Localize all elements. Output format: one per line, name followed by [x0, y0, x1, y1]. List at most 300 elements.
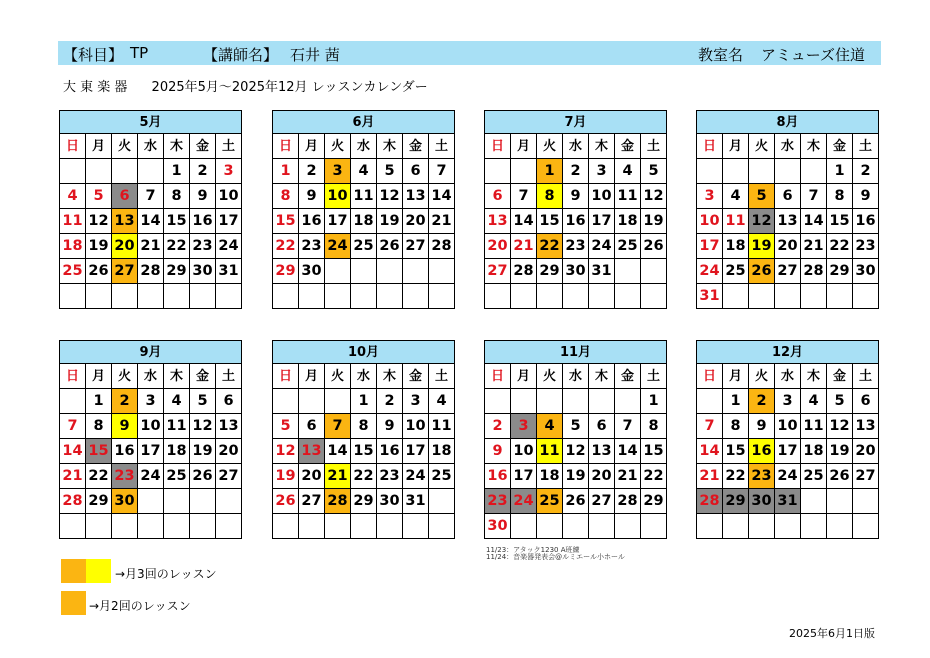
- day-cell: 13: [299, 439, 325, 464]
- day-cell: 6: [589, 414, 615, 439]
- weekday-header: 金: [403, 134, 429, 159]
- day-cell: 17: [697, 234, 723, 259]
- day-cell: 19: [827, 439, 853, 464]
- day-cell: 26: [86, 259, 112, 284]
- day-cell: 18: [615, 209, 641, 234]
- day-cell: 12: [86, 209, 112, 234]
- empty-cell: [615, 514, 641, 539]
- day-cell: 22: [827, 234, 853, 259]
- day-cell: 14: [511, 209, 537, 234]
- weekday-header: 日: [697, 134, 723, 159]
- day-cell: 8: [164, 184, 190, 209]
- empty-cell: [138, 489, 164, 514]
- empty-cell: [60, 389, 86, 414]
- day-cell: 7: [429, 159, 455, 184]
- day-cell: 17: [403, 439, 429, 464]
- day-cell: 20: [112, 234, 138, 259]
- calendar-title: 2025年5月～2025年12月 レッスンカレンダー: [151, 80, 428, 95]
- day-cell: 16: [299, 209, 325, 234]
- day-cell: 30: [377, 489, 403, 514]
- weekday-header: 火: [325, 364, 351, 389]
- weekday-header: 木: [377, 364, 403, 389]
- day-cell: 15: [273, 209, 299, 234]
- day-cell: 7: [511, 184, 537, 209]
- month-calendar: [484, 110, 667, 309]
- day-cell: 20: [299, 464, 325, 489]
- weekday-header: 水: [775, 134, 801, 159]
- empty-cell: [429, 284, 455, 309]
- day-cell: 11: [351, 184, 377, 209]
- day-cell: 5: [273, 414, 299, 439]
- month-calendar: [272, 110, 455, 309]
- empty-cell: [86, 514, 112, 539]
- empty-cell: [775, 284, 801, 309]
- day-cell: 17: [138, 439, 164, 464]
- day-cell: 19: [190, 439, 216, 464]
- day-cell: 6: [299, 414, 325, 439]
- day-cell: 1: [164, 159, 190, 184]
- empty-cell: [853, 489, 879, 514]
- empty-cell: [615, 284, 641, 309]
- day-cell: 4: [351, 159, 377, 184]
- day-cell: 28: [615, 489, 641, 514]
- day-cell: 4: [801, 389, 827, 414]
- day-cell: 6: [403, 159, 429, 184]
- day-cell: 6: [485, 184, 511, 209]
- day-cell: 31: [403, 489, 429, 514]
- day-cell: 12: [563, 439, 589, 464]
- empty-cell: [112, 284, 138, 309]
- day-cell: 21: [697, 464, 723, 489]
- empty-cell: [273, 389, 299, 414]
- day-cell: 19: [377, 209, 403, 234]
- empty-cell: [190, 489, 216, 514]
- weekday-header: 土: [216, 364, 242, 389]
- weekday-header: 月: [511, 364, 537, 389]
- day-cell: 4: [723, 184, 749, 209]
- day-cell: 21: [615, 464, 641, 489]
- day-cell: 30: [563, 259, 589, 284]
- day-cell: 24: [325, 234, 351, 259]
- weekday-header: 水: [351, 364, 377, 389]
- day-cell: 10: [138, 414, 164, 439]
- weekday-header: 日: [60, 364, 86, 389]
- day-cell: 19: [641, 209, 667, 234]
- day-cell: 30: [749, 489, 775, 514]
- day-cell: 29: [723, 489, 749, 514]
- day-cell: 29: [351, 489, 377, 514]
- empty-cell: [429, 489, 455, 514]
- weekday-header: 日: [273, 364, 299, 389]
- legend-swatch-orange-2: [61, 591, 86, 615]
- day-cell: 14: [429, 184, 455, 209]
- day-cell: 17: [589, 209, 615, 234]
- weekday-header: 水: [563, 364, 589, 389]
- day-cell: 24: [589, 234, 615, 259]
- weekday-header: 月: [299, 134, 325, 159]
- day-cell: 31: [775, 489, 801, 514]
- day-cell: 29: [537, 259, 563, 284]
- empty-cell: [325, 514, 351, 539]
- weekday-header: 火: [749, 134, 775, 159]
- empty-cell: [112, 514, 138, 539]
- day-cell: 10: [325, 184, 351, 209]
- day-cell: 7: [615, 414, 641, 439]
- day-cell: 5: [749, 184, 775, 209]
- empty-cell: [216, 489, 242, 514]
- day-cell: 11: [164, 414, 190, 439]
- day-cell: 4: [537, 414, 563, 439]
- day-cell: 18: [801, 439, 827, 464]
- day-cell: 27: [485, 259, 511, 284]
- empty-cell: [403, 284, 429, 309]
- empty-cell: [86, 159, 112, 184]
- room-name: アミューズ住道: [761, 46, 865, 64]
- note-2: 11/24：音楽器発表会@ルミエール小ホール: [486, 553, 625, 561]
- day-cell: 17: [325, 209, 351, 234]
- day-cell: 3: [589, 159, 615, 184]
- day-cell: 19: [86, 234, 112, 259]
- weekday-header: 土: [216, 134, 242, 159]
- day-cell: 10: [403, 414, 429, 439]
- day-cell: 1: [641, 389, 667, 414]
- day-cell: 18: [60, 234, 86, 259]
- day-cell: 16: [190, 209, 216, 234]
- header-bar: [58, 41, 881, 65]
- empty-cell: [351, 259, 377, 284]
- empty-cell: [216, 284, 242, 309]
- empty-cell: [749, 514, 775, 539]
- note-1: 11/23：アタック1230 A班練: [486, 546, 580, 554]
- day-cell: 25: [537, 489, 563, 514]
- day-cell: 6: [853, 389, 879, 414]
- empty-cell: [60, 159, 86, 184]
- day-cell: 26: [377, 234, 403, 259]
- day-cell: 25: [351, 234, 377, 259]
- empty-cell: [273, 514, 299, 539]
- day-cell: 11: [801, 414, 827, 439]
- day-cell: 3: [138, 389, 164, 414]
- empty-cell: [723, 284, 749, 309]
- weekday-header: 木: [164, 364, 190, 389]
- teacher-name: 石井 茜: [290, 46, 340, 64]
- month-calendar: [696, 110, 879, 309]
- day-cell: 27: [403, 234, 429, 259]
- day-cell: 2: [299, 159, 325, 184]
- day-cell: 8: [723, 414, 749, 439]
- day-cell: 12: [749, 209, 775, 234]
- day-cell: 11: [615, 184, 641, 209]
- day-cell: 27: [853, 464, 879, 489]
- weekday-header: 日: [485, 134, 511, 159]
- day-cell: 22: [537, 234, 563, 259]
- weekday-header: 金: [615, 364, 641, 389]
- empty-cell: [511, 389, 537, 414]
- day-cell: 13: [775, 209, 801, 234]
- day-cell: 28: [697, 489, 723, 514]
- day-cell: 26: [190, 464, 216, 489]
- day-cell: 1: [86, 389, 112, 414]
- empty-cell: [563, 389, 589, 414]
- empty-cell: [749, 284, 775, 309]
- day-cell: 4: [60, 184, 86, 209]
- day-cell: 23: [299, 234, 325, 259]
- empty-cell: [138, 284, 164, 309]
- day-cell: 26: [749, 259, 775, 284]
- empty-cell: [377, 259, 403, 284]
- day-cell: 10: [216, 184, 242, 209]
- day-cell: 20: [775, 234, 801, 259]
- day-cell: 26: [827, 464, 853, 489]
- day-cell: 12: [827, 414, 853, 439]
- weekday-header: 月: [86, 364, 112, 389]
- weekday-header: 土: [853, 364, 879, 389]
- empty-cell: [485, 284, 511, 309]
- day-cell: 30: [112, 489, 138, 514]
- day-cell: 16: [377, 439, 403, 464]
- empty-cell: [775, 159, 801, 184]
- legend-2-lessons: →月2回のレッスン: [89, 599, 191, 613]
- weekday-header: 水: [138, 134, 164, 159]
- day-cell: 16: [749, 439, 775, 464]
- legend-swatch-orange: [61, 559, 86, 583]
- day-cell: 2: [749, 389, 775, 414]
- empty-cell: [641, 514, 667, 539]
- empty-cell: [563, 284, 589, 309]
- month-title: 11月: [485, 341, 667, 364]
- day-cell: 9: [299, 184, 325, 209]
- room-label: 教室名: [698, 46, 744, 64]
- day-cell: 8: [351, 414, 377, 439]
- day-cell: 13: [216, 414, 242, 439]
- empty-cell: [827, 514, 853, 539]
- weekday-header: 水: [563, 134, 589, 159]
- empty-cell: [801, 159, 827, 184]
- weekday-header: 火: [112, 364, 138, 389]
- day-cell: 28: [325, 489, 351, 514]
- empty-cell: [299, 514, 325, 539]
- empty-cell: [853, 284, 879, 309]
- day-cell: 19: [563, 464, 589, 489]
- month-calendar: [59, 110, 242, 309]
- day-cell: 14: [138, 209, 164, 234]
- empty-cell: [377, 284, 403, 309]
- day-cell: 23: [190, 234, 216, 259]
- day-cell: 9: [377, 414, 403, 439]
- day-cell: 14: [801, 209, 827, 234]
- day-cell: 27: [112, 259, 138, 284]
- day-cell: 2: [563, 159, 589, 184]
- day-cell: 22: [723, 464, 749, 489]
- day-cell: 20: [853, 439, 879, 464]
- empty-cell: [511, 284, 537, 309]
- day-cell: 10: [589, 184, 615, 209]
- empty-cell: [299, 284, 325, 309]
- day-cell: 12: [377, 184, 403, 209]
- empty-cell: [615, 389, 641, 414]
- day-cell: 3: [403, 389, 429, 414]
- empty-cell: [86, 284, 112, 309]
- day-cell: 22: [86, 464, 112, 489]
- day-cell: 11: [429, 414, 455, 439]
- weekday-header: 木: [801, 364, 827, 389]
- empty-cell: [641, 259, 667, 284]
- weekday-header: 金: [827, 134, 853, 159]
- empty-cell: [351, 514, 377, 539]
- empty-cell: [216, 514, 242, 539]
- weekday-header: 火: [749, 364, 775, 389]
- day-cell: 23: [377, 464, 403, 489]
- weekday-header: 土: [429, 364, 455, 389]
- empty-cell: [164, 489, 190, 514]
- weekday-header: 金: [403, 364, 429, 389]
- empty-cell: [190, 284, 216, 309]
- day-cell: 26: [641, 234, 667, 259]
- day-cell: 24: [403, 464, 429, 489]
- day-cell: 6: [216, 389, 242, 414]
- empty-cell: [60, 284, 86, 309]
- day-cell: 30: [190, 259, 216, 284]
- empty-cell: [325, 284, 351, 309]
- day-cell: 7: [325, 414, 351, 439]
- day-cell: 24: [511, 489, 537, 514]
- day-cell: 6: [775, 184, 801, 209]
- day-cell: 1: [537, 159, 563, 184]
- company-name: 大 東 楽 器: [63, 80, 128, 95]
- weekday-header: 土: [641, 364, 667, 389]
- month-title: 8月: [697, 111, 879, 134]
- empty-cell: [537, 389, 563, 414]
- day-cell: 24: [216, 234, 242, 259]
- day-cell: 28: [60, 489, 86, 514]
- day-cell: 28: [429, 234, 455, 259]
- empty-cell: [801, 284, 827, 309]
- day-cell: 13: [403, 184, 429, 209]
- day-cell: 14: [697, 439, 723, 464]
- empty-cell: [537, 284, 563, 309]
- day-cell: 23: [563, 234, 589, 259]
- empty-cell: [697, 514, 723, 539]
- empty-cell: [403, 259, 429, 284]
- empty-cell: [801, 514, 827, 539]
- day-cell: 4: [164, 389, 190, 414]
- day-cell: 9: [112, 414, 138, 439]
- day-cell: 17: [775, 439, 801, 464]
- day-cell: 12: [641, 184, 667, 209]
- day-cell: 19: [273, 464, 299, 489]
- day-cell: 21: [801, 234, 827, 259]
- day-cell: 31: [589, 259, 615, 284]
- day-cell: 6: [112, 184, 138, 209]
- weekday-header: 土: [853, 134, 879, 159]
- empty-cell: [801, 489, 827, 514]
- day-cell: 13: [112, 209, 138, 234]
- month-title: 5月: [60, 111, 242, 134]
- empty-cell: [112, 159, 138, 184]
- day-cell: 9: [485, 439, 511, 464]
- empty-cell: [827, 489, 853, 514]
- day-cell: 25: [801, 464, 827, 489]
- legend-3-lessons: →月3回のレッスン: [115, 567, 217, 581]
- day-cell: 28: [138, 259, 164, 284]
- day-cell: 22: [164, 234, 190, 259]
- weekday-header: 日: [697, 364, 723, 389]
- empty-cell: [641, 284, 667, 309]
- day-cell: 3: [697, 184, 723, 209]
- day-cell: 25: [164, 464, 190, 489]
- empty-cell: [589, 514, 615, 539]
- month-title: 9月: [60, 341, 242, 364]
- month-title: 12月: [697, 341, 879, 364]
- empty-cell: [325, 259, 351, 284]
- day-cell: 12: [190, 414, 216, 439]
- day-cell: 2: [853, 159, 879, 184]
- day-cell: 14: [325, 439, 351, 464]
- weekday-header: 月: [511, 134, 537, 159]
- day-cell: 13: [853, 414, 879, 439]
- weekday-header: 火: [537, 134, 563, 159]
- empty-cell: [563, 514, 589, 539]
- day-cell: 29: [827, 259, 853, 284]
- empty-cell: [190, 514, 216, 539]
- empty-cell: [485, 159, 511, 184]
- day-cell: 31: [697, 284, 723, 309]
- day-cell: 11: [537, 439, 563, 464]
- day-cell: 16: [853, 209, 879, 234]
- empty-cell: [511, 514, 537, 539]
- day-cell: 16: [485, 464, 511, 489]
- day-cell: 4: [615, 159, 641, 184]
- day-cell: 17: [511, 464, 537, 489]
- day-cell: 15: [723, 439, 749, 464]
- empty-cell: [723, 159, 749, 184]
- day-cell: 22: [351, 464, 377, 489]
- empty-cell: [589, 284, 615, 309]
- weekday-header: 日: [273, 134, 299, 159]
- day-cell: 9: [749, 414, 775, 439]
- day-cell: 5: [377, 159, 403, 184]
- empty-cell: [589, 389, 615, 414]
- empty-cell: [697, 159, 723, 184]
- day-cell: 24: [138, 464, 164, 489]
- weekday-header: 金: [827, 364, 853, 389]
- day-cell: 18: [429, 439, 455, 464]
- legend-swatch-yellow: [86, 559, 111, 583]
- empty-cell: [325, 389, 351, 414]
- empty-cell: [377, 514, 403, 539]
- day-cell: 21: [429, 209, 455, 234]
- empty-cell: [351, 284, 377, 309]
- day-cell: 16: [112, 439, 138, 464]
- day-cell: 15: [641, 439, 667, 464]
- empty-cell: [60, 514, 86, 539]
- day-cell: 8: [641, 414, 667, 439]
- day-cell: 29: [164, 259, 190, 284]
- subject-label: 【科目】: [63, 46, 124, 64]
- day-cell: 24: [775, 464, 801, 489]
- day-cell: 15: [537, 209, 563, 234]
- empty-cell: [485, 389, 511, 414]
- day-cell: 4: [429, 389, 455, 414]
- empty-cell: [164, 284, 190, 309]
- empty-cell: [511, 159, 537, 184]
- month-calendar: [272, 340, 455, 539]
- day-cell: 23: [112, 464, 138, 489]
- day-cell: 22: [641, 464, 667, 489]
- day-cell: 14: [60, 439, 86, 464]
- day-cell: 27: [299, 489, 325, 514]
- day-cell: 23: [853, 234, 879, 259]
